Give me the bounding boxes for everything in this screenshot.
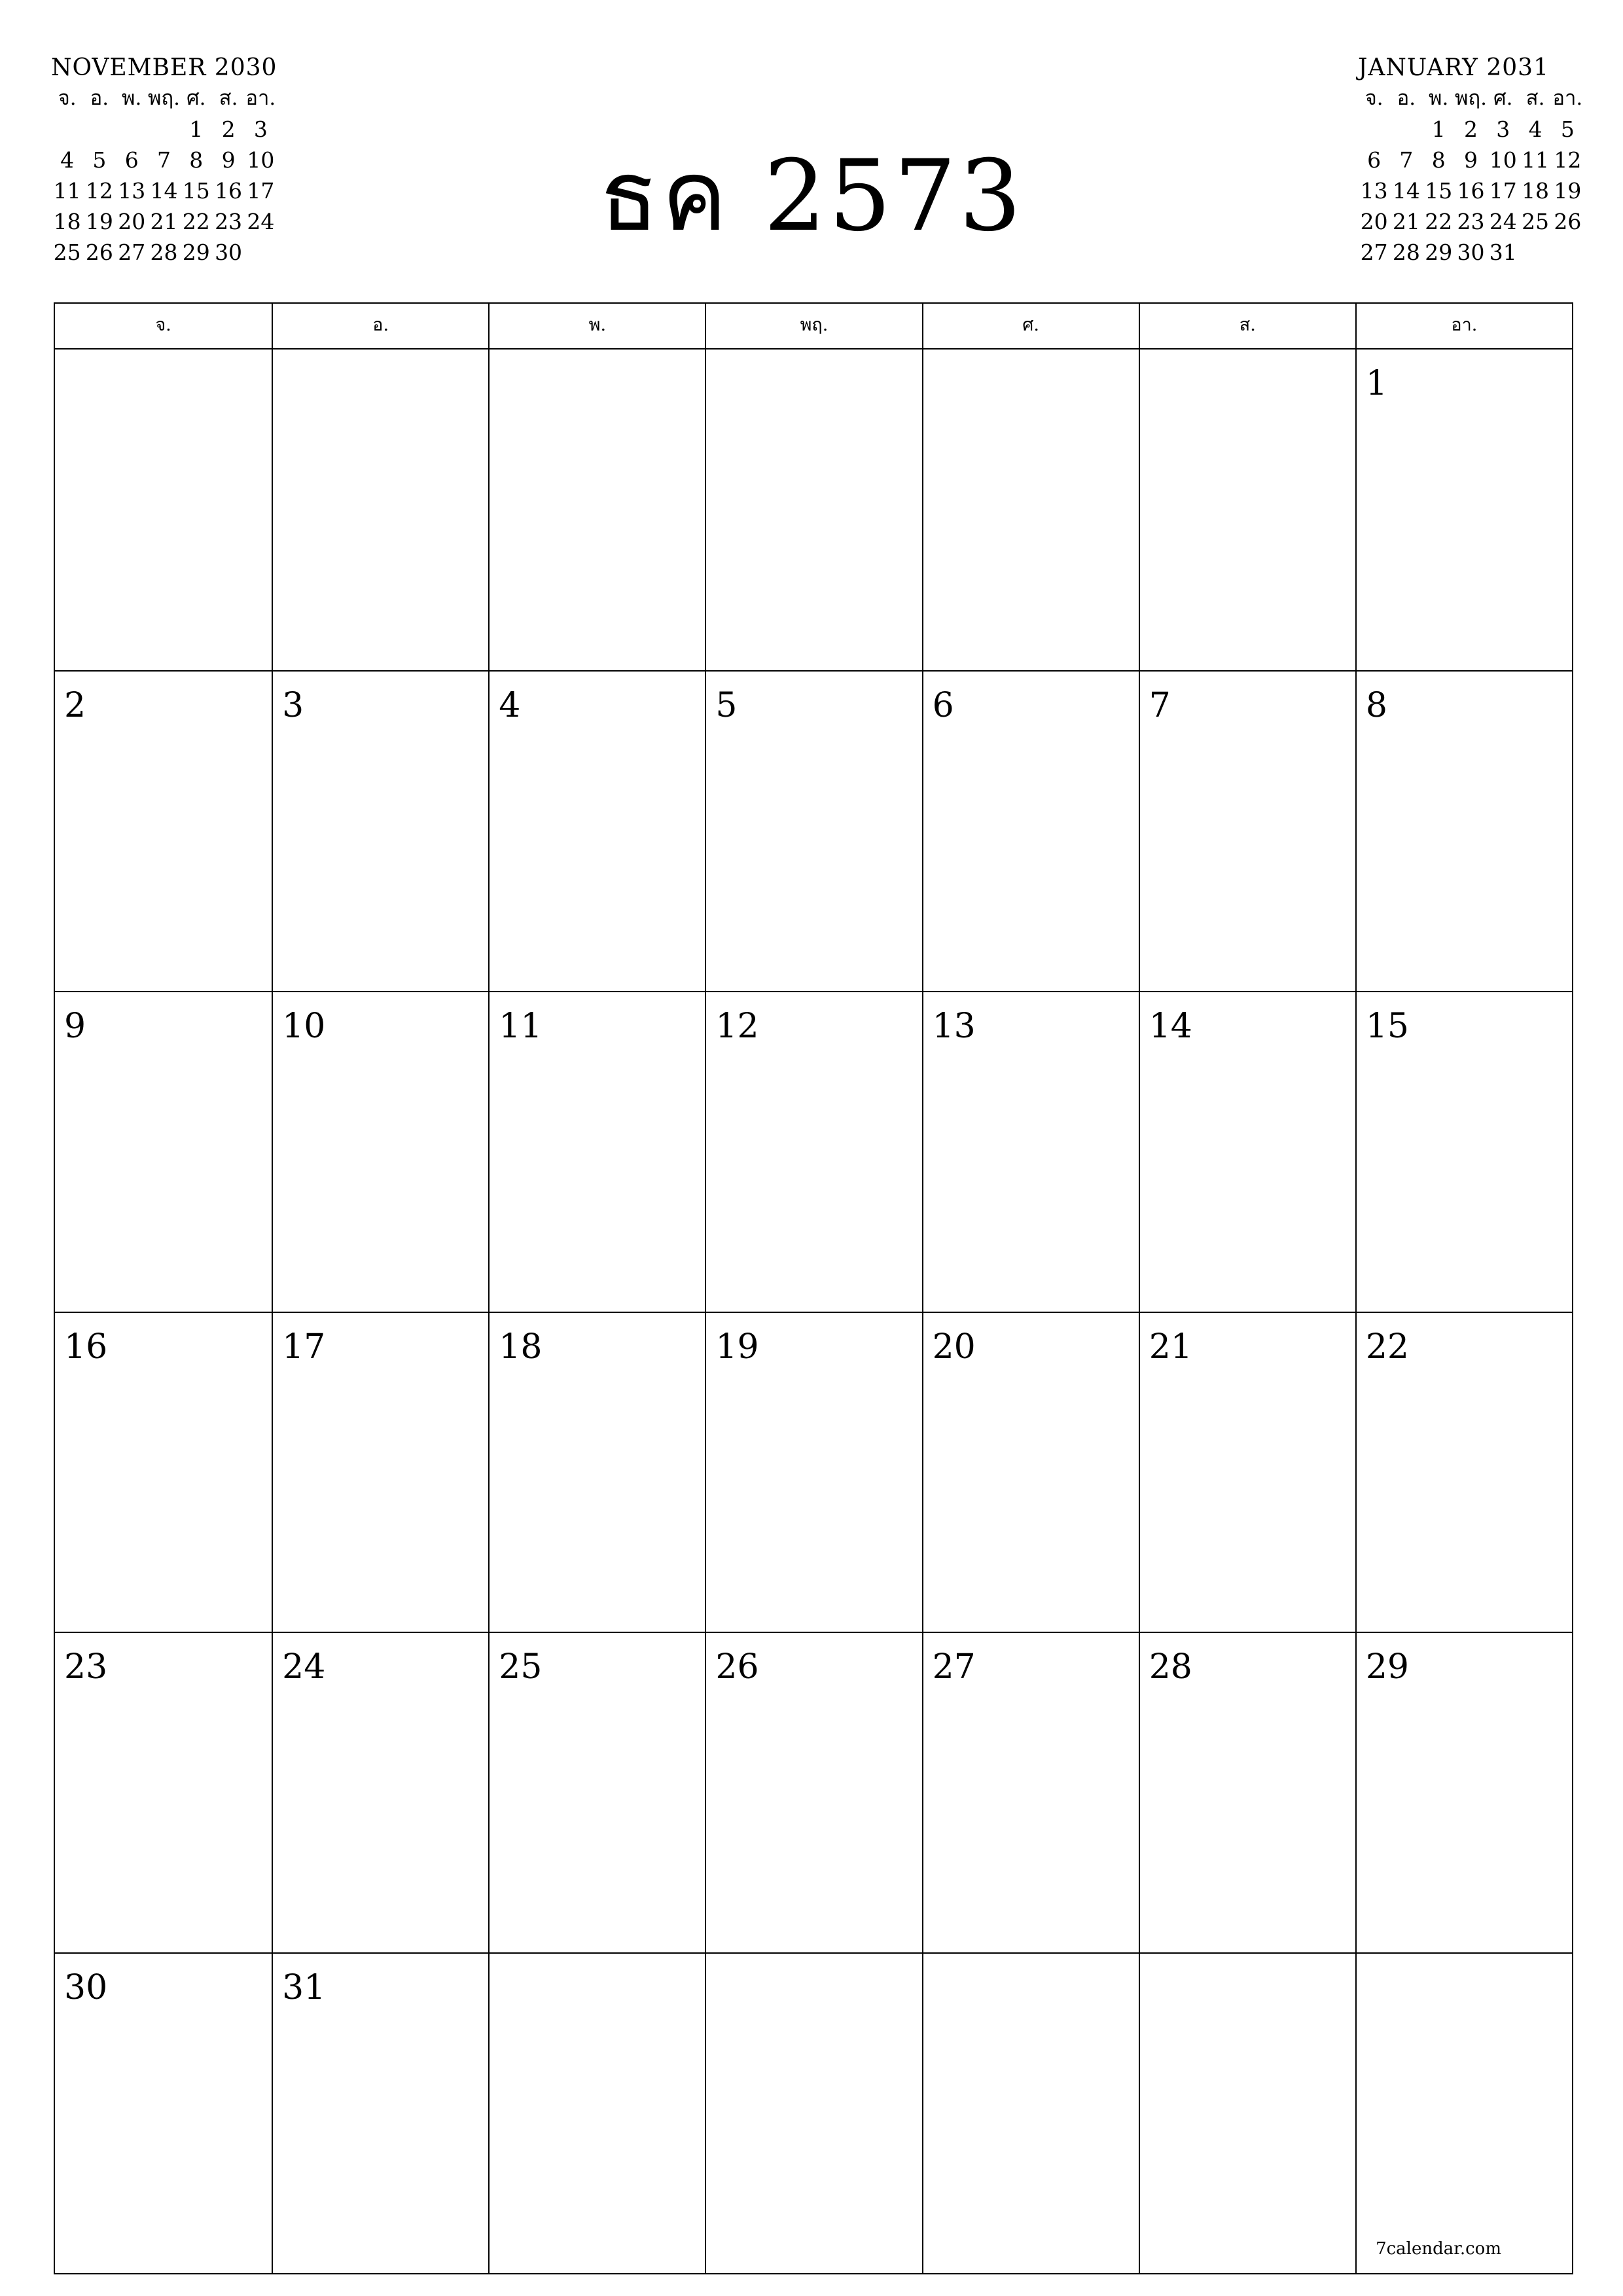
next-month-day: 16 xyxy=(1457,178,1485,204)
prev-month-weekday: พฤ. xyxy=(147,86,181,110)
next-month-day xyxy=(1390,114,1422,145)
prev-month-day: 23 xyxy=(215,209,243,234)
weekday-header-row xyxy=(55,304,1572,350)
prev-month-weekday: อา. xyxy=(245,86,276,110)
prev-month-day: 2 xyxy=(221,117,236,142)
day-number: 9 xyxy=(64,1006,86,1046)
day-number: 1 xyxy=(1365,364,1387,403)
next-month-grid xyxy=(1358,83,1584,268)
day-cell xyxy=(1355,350,1572,670)
day-cell xyxy=(272,991,488,1312)
day-cell xyxy=(922,1952,1139,2273)
prev-month-weekday: อ. xyxy=(90,86,109,110)
prev-month-day: 18 xyxy=(53,209,81,234)
day-number: 27 xyxy=(932,1647,976,1687)
day-cells xyxy=(55,350,1572,2273)
day-cell xyxy=(55,1952,272,2273)
next-month-title: JANUARY 2031 xyxy=(1358,54,1549,81)
day-cell xyxy=(55,991,272,1312)
day-cell xyxy=(55,1312,272,1632)
prev-month-day: 10 xyxy=(247,147,275,173)
day-cell xyxy=(1139,1952,1355,2273)
prev-month-day: 4 xyxy=(60,147,75,173)
next-month-weekday: พฤ. xyxy=(1454,86,1488,110)
day-cell xyxy=(705,1632,921,1952)
day-cell xyxy=(1139,991,1355,1312)
next-month-weekday: พ. xyxy=(1429,86,1449,110)
day-cell xyxy=(1139,670,1355,991)
prev-month-day: 5 xyxy=(92,147,107,173)
day-cell xyxy=(1355,1632,1572,1952)
day-cell xyxy=(922,1312,1139,1632)
day-number: 5 xyxy=(715,685,738,725)
next-month-weekday: อา. xyxy=(1552,86,1583,110)
day-number: 28 xyxy=(1149,1647,1192,1687)
day-cell xyxy=(922,991,1139,1312)
page-title: ธค 2573 xyxy=(599,139,1024,253)
prev-month-weekday: ส. xyxy=(219,86,238,110)
day-cell xyxy=(922,1632,1139,1952)
day-number: 4 xyxy=(499,685,521,725)
next-month-day xyxy=(1519,237,1551,268)
day-number: 17 xyxy=(282,1327,326,1367)
prev-month-day: 1 xyxy=(189,117,204,142)
day-number: 14 xyxy=(1149,1006,1192,1046)
day-cell xyxy=(1355,1312,1572,1632)
prev-month-day: 29 xyxy=(182,240,210,265)
prev-month-day: 21 xyxy=(150,209,178,234)
next-month-day xyxy=(1358,114,1390,145)
next-month-day: 26 xyxy=(1554,209,1582,234)
day-number: 6 xyxy=(932,685,954,725)
prev-month-day xyxy=(51,114,83,145)
next-month-day: 22 xyxy=(1425,209,1453,234)
prev-month-day: 22 xyxy=(182,209,210,234)
prev-month-day xyxy=(83,114,115,145)
prev-month-day: 20 xyxy=(118,209,146,234)
day-number: 16 xyxy=(64,1327,108,1367)
prev-month-day: 27 xyxy=(118,240,146,265)
day-cell xyxy=(1139,1312,1355,1632)
next-month-day: 11 xyxy=(1522,147,1550,173)
day-cell xyxy=(488,670,705,991)
day-cell xyxy=(705,1952,921,2273)
day-cell xyxy=(922,670,1139,991)
next-month-day: 18 xyxy=(1522,178,1550,204)
day-cell xyxy=(705,350,921,670)
next-month-day: 30 xyxy=(1457,240,1485,265)
day-cell xyxy=(272,1312,488,1632)
weekday-header: จ. xyxy=(155,315,171,335)
next-month-day: 14 xyxy=(1392,178,1420,204)
day-number: 15 xyxy=(1365,1006,1410,1046)
day-number: 31 xyxy=(282,1968,326,2008)
prev-month-day: 14 xyxy=(150,178,178,204)
next-month-day: 6 xyxy=(1367,147,1382,173)
next-month-day: 10 xyxy=(1489,147,1517,173)
next-month-day: 17 xyxy=(1489,178,1517,204)
prev-month-weekday: จ. xyxy=(58,86,77,110)
day-cell xyxy=(488,1312,705,1632)
prev-month-day: 19 xyxy=(85,209,113,234)
next-month-mini-calendar xyxy=(1358,52,1584,268)
next-month-weekday: อ. xyxy=(1397,86,1416,110)
day-number: 19 xyxy=(715,1327,759,1367)
day-cell xyxy=(272,350,488,670)
prev-month-day: 24 xyxy=(247,209,275,234)
prev-month-day: 28 xyxy=(150,240,178,265)
day-number: 10 xyxy=(282,1006,326,1046)
day-cell xyxy=(272,670,488,991)
next-month-day: 31 xyxy=(1489,240,1517,265)
next-month-day: 29 xyxy=(1425,240,1453,265)
day-number: 8 xyxy=(1365,685,1387,725)
day-cell xyxy=(272,1952,488,2273)
prev-month-day: 9 xyxy=(221,147,236,173)
weekday-header: พ. xyxy=(488,304,705,348)
day-cell xyxy=(1355,670,1572,991)
day-cell xyxy=(1139,1632,1355,1952)
next-month-day: 2 xyxy=(1463,117,1478,142)
weekday-header: ศ. xyxy=(922,304,1139,348)
next-month-day: 1 xyxy=(1431,117,1446,142)
prev-month-day: 11 xyxy=(53,178,81,204)
prev-month-day: 13 xyxy=(118,178,146,204)
next-month-weekday: ศ. xyxy=(1493,86,1513,110)
weekday-header: ส. xyxy=(1139,304,1355,348)
day-number: 26 xyxy=(715,1647,759,1687)
day-number: 21 xyxy=(1149,1327,1192,1367)
prev-month-weekday: ศ. xyxy=(187,86,206,110)
weekday-header: อ. xyxy=(272,304,488,348)
next-month-day: 21 xyxy=(1392,209,1420,234)
next-month-day: 13 xyxy=(1360,178,1388,204)
next-month-day: 23 xyxy=(1457,209,1485,234)
day-cell xyxy=(55,1632,272,1952)
prev-month-day: 6 xyxy=(124,147,139,173)
day-number: 11 xyxy=(499,1006,543,1046)
next-month-day: 24 xyxy=(1489,209,1517,234)
next-month-day: 28 xyxy=(1392,240,1420,265)
day-number: 13 xyxy=(932,1006,976,1046)
day-cell xyxy=(1355,991,1572,1312)
next-month-weekday: ส. xyxy=(1525,86,1545,110)
next-month-day: 9 xyxy=(1463,147,1478,173)
day-number: 12 xyxy=(715,1006,759,1046)
day-number: 2 xyxy=(64,685,86,725)
day-cell xyxy=(55,670,272,991)
prev-month-day: 3 xyxy=(253,117,268,142)
day-cell xyxy=(1355,1952,1572,2273)
day-number: 23 xyxy=(64,1647,108,1687)
day-number: 24 xyxy=(282,1647,326,1687)
prev-month-weekday: พ. xyxy=(122,86,142,110)
day-cell xyxy=(488,1632,705,1952)
day-number: 7 xyxy=(1149,685,1171,725)
prev-month-day xyxy=(116,114,148,145)
next-month-day: 3 xyxy=(1496,117,1510,142)
prev-month-day: 25 xyxy=(53,240,81,265)
prev-month-day: 12 xyxy=(85,178,113,204)
prev-month-day: 16 xyxy=(215,178,243,204)
prev-month-day: 30 xyxy=(215,240,243,265)
day-cell xyxy=(488,991,705,1312)
prev-month-day: 15 xyxy=(182,178,210,204)
next-month-day: 12 xyxy=(1554,147,1582,173)
day-cell xyxy=(488,1952,705,2273)
prev-month-day: 8 xyxy=(189,147,204,173)
next-month-day: 4 xyxy=(1528,117,1543,142)
day-number: 29 xyxy=(1365,1647,1410,1687)
next-month-day xyxy=(1552,237,1584,268)
next-month-day: 20 xyxy=(1360,209,1388,234)
day-number: 20 xyxy=(932,1327,976,1367)
day-cell xyxy=(705,670,921,991)
day-number: 25 xyxy=(499,1647,543,1687)
next-month-day: 19 xyxy=(1554,178,1582,204)
next-month-weekday: จ. xyxy=(1364,86,1383,110)
next-month-day: 7 xyxy=(1399,147,1414,173)
day-number: 30 xyxy=(64,1968,108,2008)
day-cell xyxy=(705,991,921,1312)
day-number: 18 xyxy=(499,1327,543,1367)
day-number: 3 xyxy=(282,685,304,725)
day-cell xyxy=(272,1632,488,1952)
watermark-text: 7calendar.com xyxy=(1376,2239,1501,2259)
day-number: 22 xyxy=(1365,1327,1410,1367)
next-month-day: 8 xyxy=(1431,147,1446,173)
day-cell xyxy=(922,350,1139,670)
prev-month-day: 26 xyxy=(85,240,113,265)
next-month-day: 5 xyxy=(1560,117,1575,142)
weekday-header: พฤ. xyxy=(705,304,921,348)
next-month-day: 25 xyxy=(1522,209,1550,234)
weekday-header: อา. xyxy=(1355,304,1572,348)
day-cell xyxy=(488,350,705,670)
next-month-day: 15 xyxy=(1425,178,1453,204)
prev-month-title: NOVEMBER 2030 xyxy=(51,54,277,81)
prev-month-day: 17 xyxy=(247,178,275,204)
next-month-day: 27 xyxy=(1360,240,1388,265)
prev-month-day xyxy=(148,114,180,145)
day-cell xyxy=(1139,350,1355,670)
prev-month-day: 7 xyxy=(156,147,171,173)
day-cell xyxy=(55,350,272,670)
day-cell xyxy=(705,1312,921,1632)
month-grid xyxy=(54,302,1573,2274)
